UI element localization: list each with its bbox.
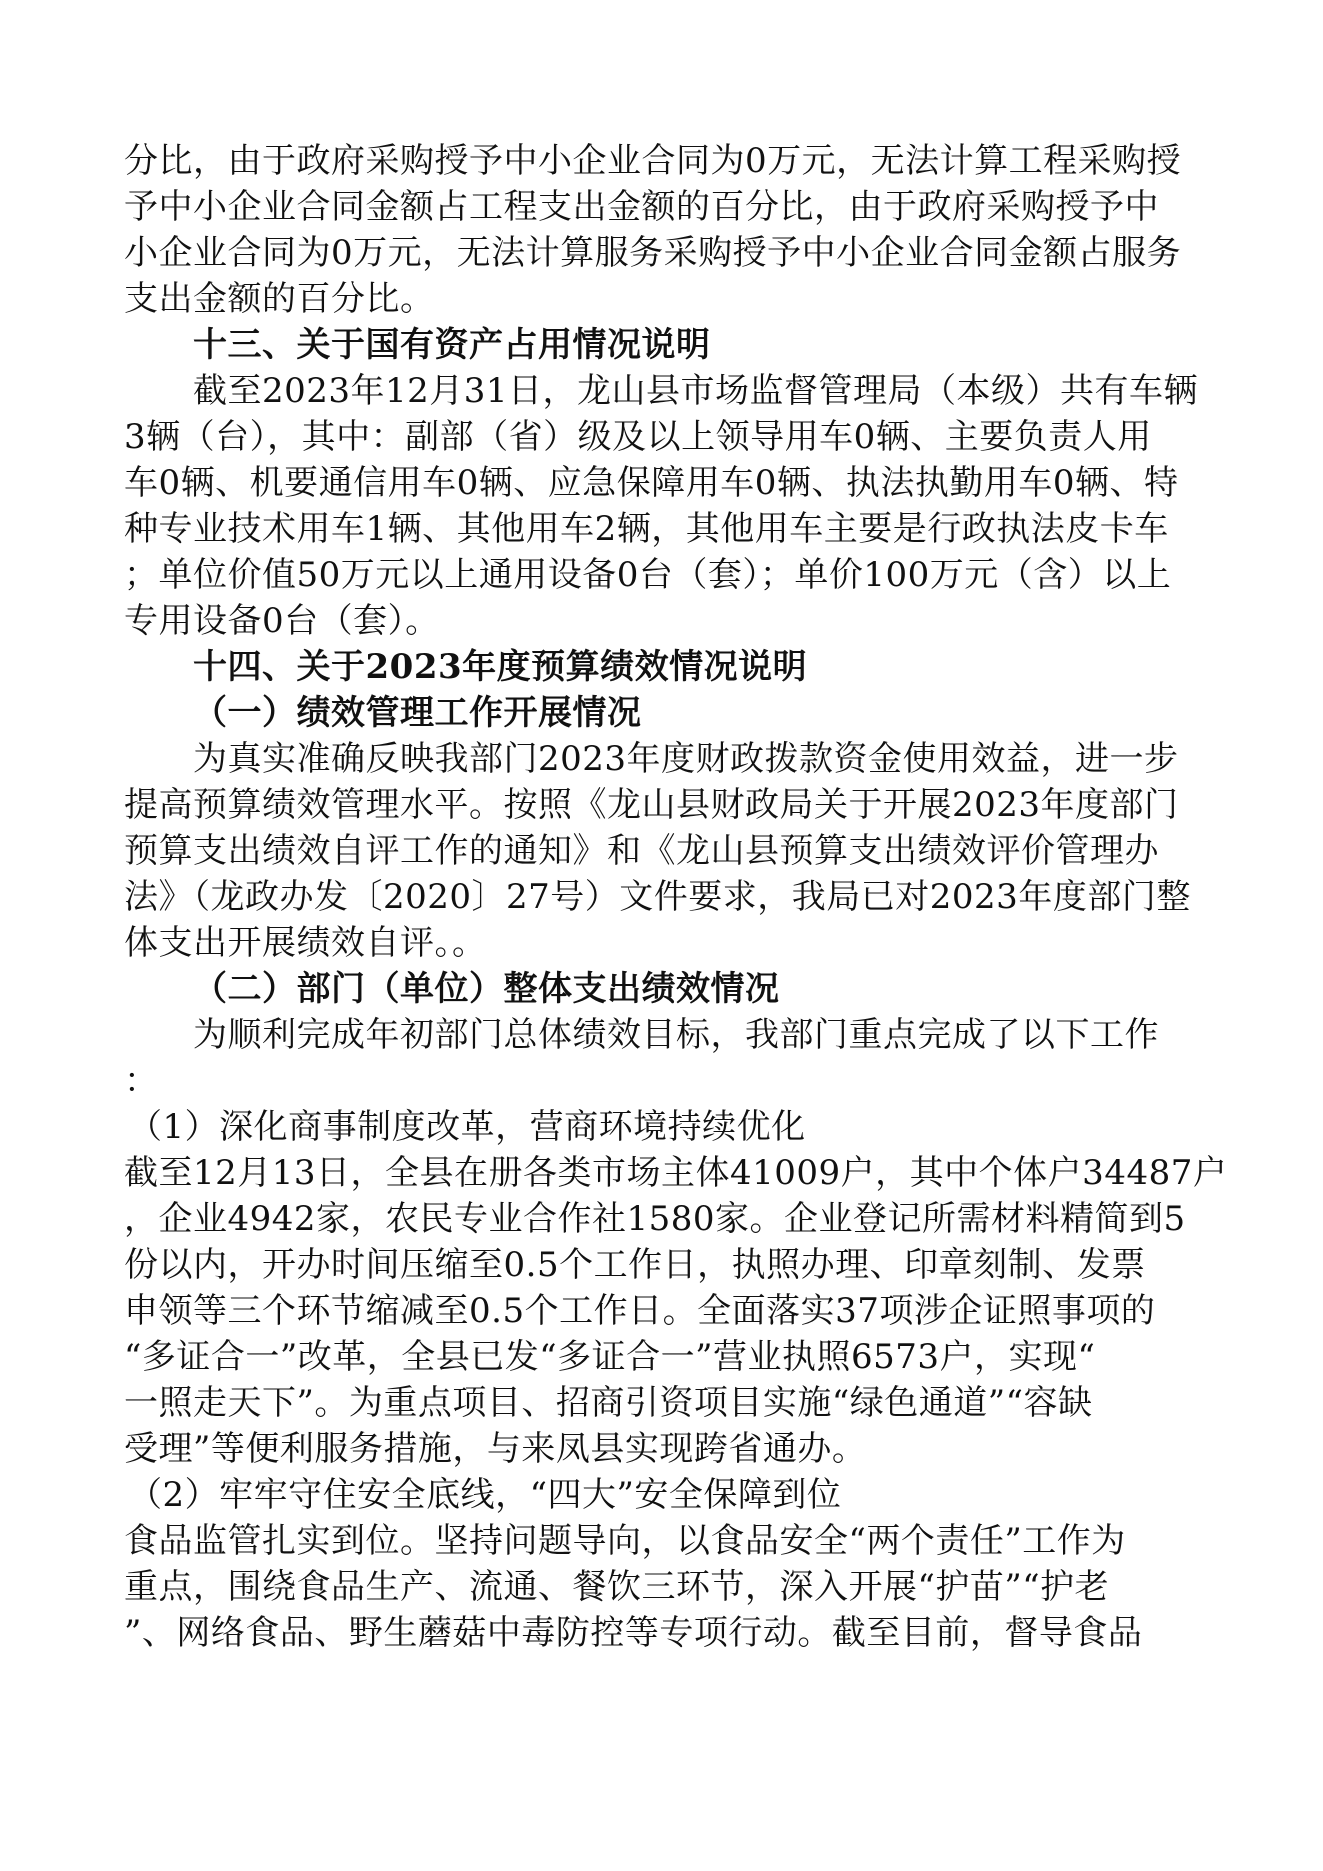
paragraph-line: 种专业技术用车1辆、其他用车2辆，其他用车主要是行政执法皮卡车 xyxy=(124,509,1169,549)
paragraph-line: 体支出开展绩效自评。。 xyxy=(124,923,487,963)
paragraph-line: “多证合一”改革，全县已发“多证合一”营业执照6573户，实现“ xyxy=(124,1337,1096,1377)
paragraph-line: 专用设备0台（套）。 xyxy=(124,601,440,641)
section-heading: 十四、关于2023年度预算绩效情况说明 xyxy=(193,647,808,687)
paragraph-line: 受理”等便利服务措施，与来凤县实现跨省通办。 xyxy=(124,1429,867,1469)
paragraph-line: 一照走天下”。为重点项目、招商引资项目实施“绿色通道”“容缺 xyxy=(124,1383,1093,1423)
paragraph-line: 重点，围绕食品生产、流通、餐饮三环节，深入开展“护苗”“护老 xyxy=(124,1567,1110,1607)
subsection-heading: （一）绩效管理工作开展情况 xyxy=(193,693,642,733)
paragraph-line: 法》（龙政办发〔2020〕27号）文件要求，我局已对2023年度部门整 xyxy=(124,877,1191,917)
paragraph-line: 截至2023年12月31日，龙山县市场监督管理局（本级）共有车辆 xyxy=(193,371,1199,411)
paragraph-line: 为顺利完成年初部门总体绩效目标，我部门重点完成了以下工作 xyxy=(193,1015,1159,1055)
paragraph-line: 提高预算绩效管理水平。按照《龙山县财政局关于开展2023年度部门 xyxy=(124,785,1179,825)
section-heading: 十三、关于国有资产占用情况说明 xyxy=(193,325,711,365)
paragraph-line: ，企业4942家，农民专业合作社1580家。企业登记所需材料精简到5 xyxy=(124,1199,1186,1239)
paragraph-line: 为真实准确反映我部门2023年度财政拨款资金使用效益，进一步 xyxy=(193,739,1179,779)
paragraph-line: 份以内，开办时间压缩至0.5个工作日，执照办理、印章刻制、发票 xyxy=(124,1245,1146,1285)
item-heading: （2）牢牢守住安全底线，“四大”安全保障到位 xyxy=(128,1475,842,1515)
paragraph-line: 分比，由于政府采购授予中小企业合同为0万元，无法计算工程采购授 xyxy=(124,141,1182,181)
paragraph-line: ”、网络食品、野生蘑菇中毒防控等专项行动。截至目前，督导食品 xyxy=(124,1613,1143,1653)
paragraph-line: ；单位价值50万元以上通用设备0台（套）；单价100万元（含）以上 xyxy=(124,555,1172,595)
paragraph-line: ： xyxy=(124,1061,159,1101)
paragraph-line: 予中小企业合同金额占工程支出金额的百分比，由于政府采购授予中 xyxy=(124,187,1159,227)
paragraph-line: 申领等三个环节缩减至0.5个工作日。全面落实37项涉企证照事项的 xyxy=(124,1291,1156,1331)
paragraph-line: 食品监管扎实到位。坚持问题导向，以食品安全“两个责任”工作为 xyxy=(124,1521,1126,1561)
item-heading: （1）深化商事制度改革，营商环境持续优化 xyxy=(128,1107,806,1147)
paragraph-line: 车0辆、机要通信用车0辆、应急保障用车0辆、执法执勤用车0辆、特 xyxy=(124,463,1179,503)
paragraph-line: 预算支出绩效自评工作的通知》和《龙山县预算支出绩效评价管理办 xyxy=(124,831,1159,871)
paragraph-line: 小企业合同为0万元，无法计算服务采购授予中小企业合同金额占服务 xyxy=(124,233,1182,273)
paragraph-line: 3辆（台），其中：副部（省）级及以上领导用车0辆、主要负责人用 xyxy=(124,417,1152,457)
paragraph-line: 截至12月13日，全县在册各类市场主体41009户，其中个体户34487户 xyxy=(124,1153,1228,1193)
subsection-heading: （二）部门（单位）整体支出绩效情况 xyxy=(193,969,780,1009)
paragraph-line: 支出金额的百分比。 xyxy=(124,279,435,319)
